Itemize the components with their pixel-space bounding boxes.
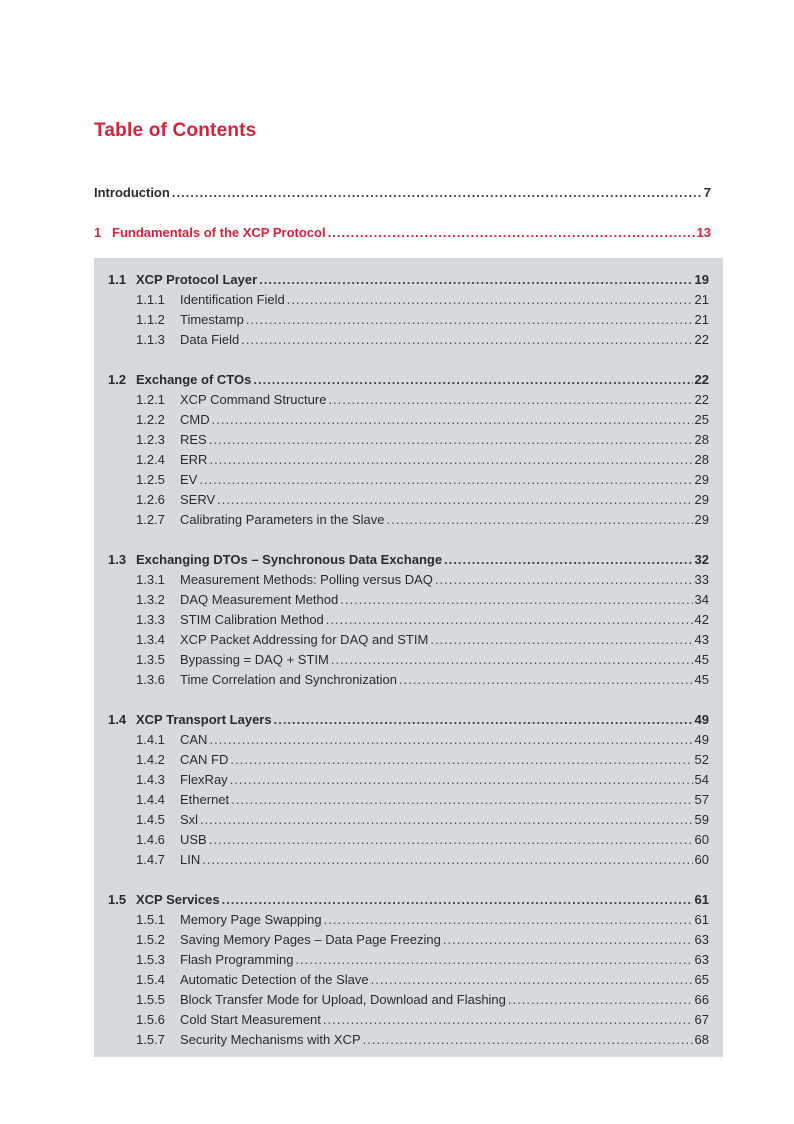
toc-number: 1.5.6	[136, 1012, 165, 1027]
toc-title: Automatic Detection of the Slave	[180, 972, 369, 987]
toc-chapter-1[interactable]	[94, 223, 711, 243]
toc-number: 1.1	[108, 272, 127, 287]
toc-page-number: 67	[694, 1012, 709, 1027]
toc-subsection-entry[interactable]	[108, 850, 709, 870]
toc-subsection-entry[interactable]	[108, 490, 709, 510]
toc-section-group	[108, 270, 709, 350]
page-title: Table of Contents	[94, 120, 257, 141]
toc-page-number: 57	[694, 792, 709, 807]
toc-section-group	[108, 890, 709, 1050]
toc-section-entry[interactable]	[108, 710, 709, 730]
toc-title: Data Field	[180, 332, 240, 347]
toc-title: Measurement Methods: Polling versus DAQ	[180, 572, 433, 587]
dot-leader	[231, 790, 692, 810]
toc-page-number: 43	[694, 632, 709, 647]
toc-section-entry[interactable]	[108, 550, 709, 570]
dot-leader	[222, 890, 693, 910]
toc-subsection-entry[interactable]	[108, 610, 709, 630]
toc-page-number: 63	[694, 932, 709, 947]
toc-page-number: 29	[694, 472, 709, 487]
toc-number: 1.1.2	[136, 312, 165, 327]
toc-number: 1.4.6	[136, 832, 165, 847]
toc-number: 1.2.3	[136, 432, 165, 447]
toc-title: XCP Protocol Layer	[136, 272, 258, 287]
toc-title: CAN FD	[180, 752, 229, 767]
toc-title: Identification Field	[180, 292, 285, 307]
toc-page-number: 45	[694, 652, 709, 667]
toc-subsection-entry[interactable]	[108, 970, 709, 990]
toc-title: Cold Start Measurement	[180, 1012, 321, 1027]
toc-page-number: 13	[696, 225, 711, 240]
toc-title: XCP Transport Layers	[136, 712, 272, 727]
toc-title: RES	[180, 432, 207, 447]
dot-leader	[399, 670, 693, 690]
toc-number: 1.4.4	[136, 792, 165, 807]
dot-leader	[324, 910, 693, 930]
toc-page-number: 29	[694, 492, 709, 507]
toc-subsection-entry[interactable]	[108, 510, 709, 530]
toc-number: 1.4.2	[136, 752, 165, 767]
toc-number: 1.5.7	[136, 1032, 165, 1047]
toc-number: 1.5.3	[136, 952, 165, 967]
toc-page-number: 49	[694, 732, 709, 747]
toc-subsection-entry[interactable]	[108, 950, 709, 970]
toc-title: STIM Calibration Method	[180, 612, 324, 627]
toc-subsection-entry[interactable]	[108, 810, 709, 830]
dot-leader	[295, 950, 692, 970]
toc-subsection-entry[interactable]	[108, 430, 709, 450]
toc-subsection-entry[interactable]	[108, 910, 709, 930]
toc-title: EV	[180, 472, 198, 487]
toc-number: 1.3.6	[136, 672, 165, 687]
toc-title: Calibrating Parameters in the Slave	[180, 512, 385, 527]
toc-number: 1.1.1	[136, 292, 165, 307]
toc-page-number: 33	[694, 572, 709, 587]
toc-page-number: 65	[694, 972, 709, 987]
toc-page-number: 42	[694, 612, 709, 627]
dot-leader	[287, 290, 693, 310]
dot-leader	[328, 390, 692, 410]
toc-number: 1.3.4	[136, 632, 165, 647]
toc-subsection-entry[interactable]	[108, 470, 709, 490]
toc-number: 1.3.2	[136, 592, 165, 607]
toc-subsection-entry[interactable]	[108, 630, 709, 650]
toc-subsection-entry[interactable]	[108, 730, 709, 750]
toc-title: SERV	[180, 492, 216, 507]
toc-page-number: 22	[694, 392, 709, 407]
toc-page-number: 25	[694, 412, 709, 427]
toc-number: 1.4	[108, 712, 127, 727]
toc-title: XCP Packet Addressing for DAQ and STIM	[180, 632, 429, 647]
toc-page-number: 29	[694, 512, 709, 527]
dot-leader	[230, 770, 693, 790]
toc-number: 1.2.7	[136, 512, 165, 527]
toc-title: Saving Memory Pages – Data Page Freezing	[180, 932, 441, 947]
toc-title: Exchanging DTOs – Synchronous Data Exchange	[136, 552, 443, 567]
toc-page-number: 28	[694, 432, 709, 447]
toc-page-number: 34	[694, 592, 709, 607]
toc-number: 1.2.1	[136, 392, 165, 407]
toc-page-number: 59	[694, 812, 709, 827]
chapter-number: 1	[94, 225, 102, 240]
toc-subsection-entry[interactable]	[108, 330, 709, 350]
toc-page-number: 61	[694, 912, 709, 927]
toc-page-number: 68	[694, 1032, 709, 1047]
toc-number: 1.3.3	[136, 612, 165, 627]
toc-number: 1.4.5	[136, 812, 165, 827]
toc-number: 1.5.5	[136, 992, 165, 1007]
toc-subsection-entry[interactable]	[108, 990, 709, 1010]
toc-page-number: 66	[694, 992, 709, 1007]
toc-number: 1.2	[108, 372, 127, 387]
dot-leader	[371, 970, 693, 990]
toc-number: 1.1.3	[136, 332, 165, 347]
toc-entry-title: Introduction	[94, 185, 170, 200]
toc-number: 1.5.4	[136, 972, 165, 987]
dot-leader	[212, 410, 693, 430]
toc-title: LIN	[180, 852, 201, 867]
dot-leader	[230, 750, 692, 770]
toc-subsection-entry[interactable]	[108, 790, 709, 810]
chapter-title: Fundamentals of the XCP Protocol	[112, 225, 326, 240]
toc-subsection-entry[interactable]	[108, 590, 709, 610]
toc-section-entry[interactable]	[108, 890, 709, 910]
dot-leader	[209, 830, 693, 850]
toc-page-number: 22	[694, 332, 709, 347]
dot-leader	[217, 490, 692, 510]
toc-subsection-entry[interactable]	[108, 770, 709, 790]
toc-sections	[108, 270, 709, 1070]
dot-leader	[508, 990, 693, 1010]
dot-leader	[326, 610, 693, 630]
toc-number: 1.2.2	[136, 412, 165, 427]
toc-number: 1.2.6	[136, 492, 165, 507]
dot-leader	[331, 650, 693, 670]
toc-number: 1.2.5	[136, 472, 165, 487]
toc-page-number: 21	[694, 292, 709, 307]
toc-section-group	[108, 550, 709, 690]
toc-title: Memory Page Swapping	[180, 912, 322, 927]
toc-number: 1.4.1	[136, 732, 165, 747]
toc-title: XCP Services	[136, 892, 220, 907]
toc-subsection-entry[interactable]	[108, 930, 709, 950]
toc-page-number: 32	[694, 552, 709, 567]
toc-page-number: 7	[703, 185, 711, 200]
dot-leader	[209, 430, 693, 450]
toc-subsection-entry[interactable]	[108, 750, 709, 770]
toc-page-number: 28	[694, 452, 709, 467]
toc-number: 1.5.1	[136, 912, 165, 927]
toc-page-number: 60	[694, 852, 709, 867]
toc-title: Ethernet	[180, 792, 230, 807]
toc-subsection-entry[interactable]	[108, 830, 709, 850]
toc-subsection-entry[interactable]	[108, 290, 709, 310]
toc-title: Sxl	[180, 812, 199, 827]
dot-leader	[435, 570, 693, 590]
toc-page-number: 63	[694, 952, 709, 967]
toc-page-number: 60	[694, 832, 709, 847]
dot-leader	[209, 450, 692, 470]
dot-leader	[253, 370, 692, 390]
toc-title: Exchange of CTOs	[136, 372, 252, 387]
dot-leader	[199, 470, 692, 490]
toc-number: 1.3.1	[136, 572, 165, 587]
dot-leader	[246, 310, 693, 330]
dot-leader	[241, 330, 692, 350]
toc-page-number: 21	[694, 312, 709, 327]
dot-leader	[274, 710, 693, 730]
toc-page-number: 45	[694, 672, 709, 687]
toc-subsection-entry[interactable]	[108, 310, 709, 330]
dot-leader	[340, 590, 692, 610]
toc-title: XCP Command Structure	[180, 392, 327, 407]
toc-title: USB	[180, 832, 207, 847]
toc-page-number: 61	[694, 892, 709, 907]
toc-title: Flash Programming	[180, 952, 294, 967]
toc-subsection-entry[interactable]	[108, 1010, 709, 1030]
toc-subsection-entry[interactable]	[108, 410, 709, 430]
toc-title: CAN	[180, 732, 208, 747]
toc-section-entry[interactable]	[108, 370, 709, 390]
toc-subsection-entry[interactable]	[108, 390, 709, 410]
dot-leader	[172, 183, 702, 203]
toc-page-number: 19	[694, 272, 709, 287]
toc-title: CMD	[180, 412, 210, 427]
toc-number: 1.3.5	[136, 652, 165, 667]
toc-subsection-entry[interactable]	[108, 450, 709, 470]
toc-title: DAQ Measurement Method	[180, 592, 339, 607]
toc-title: Timestamp	[180, 312, 244, 327]
dot-leader	[363, 1030, 693, 1050]
toc-title: Time Correlation and Synchronization	[180, 672, 398, 687]
toc-title: Security Mechanisms with XCP	[180, 1032, 361, 1047]
dot-leader	[209, 730, 692, 750]
dot-leader	[387, 510, 693, 530]
toc-title: FlexRay	[180, 772, 228, 787]
toc-entry-introduction[interactable]	[94, 183, 711, 203]
toc-number: 1.5.2	[136, 932, 165, 947]
toc-page-number: 49	[694, 712, 709, 727]
dot-leader	[328, 223, 695, 243]
toc-title: Block Transfer Mode for Upload, Download and Flashing	[180, 992, 506, 1007]
toc-subsection-entry[interactable]	[108, 670, 709, 690]
dot-leader	[443, 930, 693, 950]
toc-number: 1.5	[108, 892, 127, 907]
toc-subsection-entry[interactable]	[108, 570, 709, 590]
toc-section-group	[108, 710, 709, 870]
dot-leader	[430, 630, 692, 650]
toc-page-number: 52	[694, 752, 709, 767]
toc-number: 1.2.4	[136, 452, 165, 467]
toc-page-number: 22	[694, 372, 709, 387]
dot-leader	[323, 1010, 693, 1030]
toc-section-entry[interactable]	[108, 270, 709, 290]
toc-title: ERR	[180, 452, 208, 467]
toc-section-group	[108, 370, 709, 530]
toc-title: Bypassing = DAQ + STIM	[180, 652, 329, 667]
toc-subsection-entry[interactable]	[108, 1030, 709, 1050]
toc-number: 1.4.3	[136, 772, 165, 787]
toc-number: 1.3	[108, 552, 127, 567]
toc-page-number: 54	[694, 772, 709, 787]
toc-number: 1.4.7	[136, 852, 165, 867]
toc-subsection-entry[interactable]	[108, 650, 709, 670]
dot-leader	[202, 850, 692, 870]
dot-leader	[259, 270, 692, 290]
dot-leader	[444, 550, 692, 570]
dot-leader	[200, 810, 692, 830]
